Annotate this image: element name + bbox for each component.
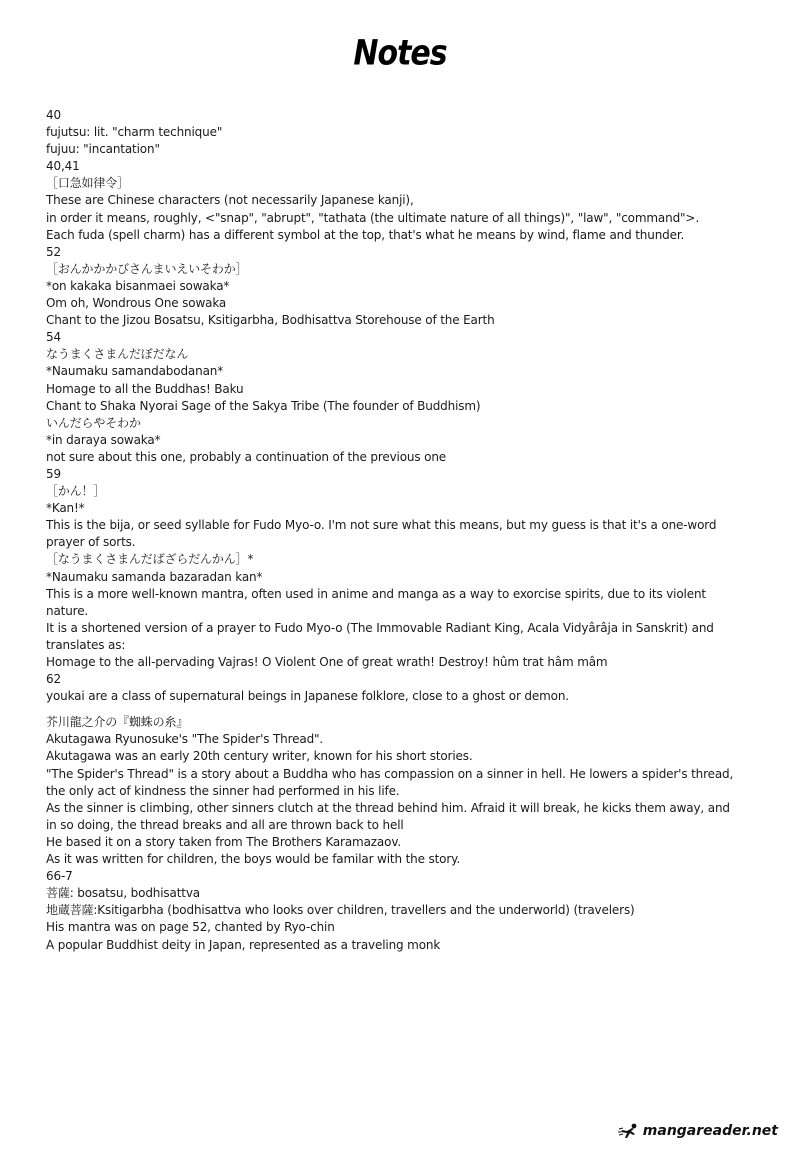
- note-line: 40,41: [46, 159, 80, 174]
- note-line: nature.: [46, 603, 89, 618]
- note-line: This is a more well-known mantra, often used in anime and manga as a way to exorcise spirits, due to its violent: [46, 586, 706, 601]
- note-line: Homage to the all-pervading Vajras! O Violent One of great wrath! Destroy! hûm trat hâm mâm: [46, 655, 608, 669]
- note-line: いんだらやそわか: [46, 415, 141, 430]
- note-line: youkai are a class of supernatural beings in Japanese folklore, close to a ghost or demon.: [46, 689, 569, 704]
- note-line: "The Spider's Thread" is a story about a Buddha who has compassion on a sinner in hell. He lowers a spider's thread,: [46, 766, 734, 781]
- note-line: Each fuda (spell charm) has a different symbol at the top, that's what he means by wind, flame and thunder.: [46, 227, 685, 242]
- note-line: 62: [46, 672, 61, 687]
- note-line: 芥川龍之介の『蜘蛛の糸』: [46, 715, 189, 730]
- note-line: 54: [46, 330, 61, 345]
- note-line: Om oh, Wondrous One sowaka: [46, 296, 227, 311]
- note-line: ［おんかかかびさんまいえいそわか］: [46, 261, 248, 276]
- note-line: fujuu: "incantation": [46, 142, 160, 157]
- notes-body: [46, 107, 734, 954]
- note-line: Chant to Shaka Nyorai Sage of the Sakya Tribe (The founder of Buddhism): [46, 398, 481, 413]
- note-line: translates as:: [46, 637, 126, 652]
- note-line: 66-7: [46, 869, 73, 884]
- note-line: 菩薩: bosatsu, bodhisattva: [46, 886, 200, 901]
- note-line: 52: [46, 244, 61, 259]
- watermark: [618, 1123, 778, 1139]
- note-line: *on kakaka bisanmaei sowaka*: [46, 278, 230, 293]
- note-line: This is the bija, or seed syllable for Fudo Myo-o. I'm not sure what this means, but my guess is that it's a one-word: [46, 518, 717, 533]
- note-line: in so doing, the thread breaks and all are thrown back to hell: [46, 817, 404, 832]
- note-line: the only act of kindness the sinner had performed in his life.: [46, 783, 400, 798]
- running-figure-logo-icon: [618, 1123, 640, 1139]
- note-line: *Kan!*: [46, 501, 85, 516]
- note-line: Akutagawa was an early 20th century writer, known for his short stories.: [46, 749, 473, 764]
- note-line: Homage to all the Buddhas! Baku: [46, 381, 244, 396]
- note-line: As it was written for children, the boys would be familar with the story.: [46, 852, 461, 867]
- note-line: *Naumaku samanda bazaradan kan*: [46, 569, 263, 584]
- note-line: なうまくさまんだぼだなん: [46, 347, 189, 362]
- note-line: 59: [46, 466, 61, 481]
- note-line: fujutsu: lit. "charm technique": [46, 125, 223, 140]
- note-line: prayer of sorts.: [46, 535, 136, 550]
- paragraph-spacer: [46, 705, 726, 714]
- note-line: not sure about this one, probably a continuation of the previous one: [46, 449, 447, 464]
- note-line: ［なうまくさまんだばざらだんかん］*: [46, 552, 254, 567]
- note-line: As the sinner is climbing, other sinners clutch at the thread behind him. Afraid it will break, he kicks them away, and: [46, 800, 730, 815]
- note-line: ［口急如律令］: [46, 176, 129, 191]
- note-line: Akutagawa Ryunosuke's "The Spider's Thread".: [46, 732, 324, 747]
- note-line: in order it means, roughly, <"snap", "abrupt", "tathata (the ultimate nature of all things)", "law", "command">.: [46, 210, 699, 225]
- note-line: *in daraya sowaka*: [46, 432, 161, 447]
- note-line: Chant to the Jizou Bosatsu, Ksitigarbha, Bodhisattva Storehouse of the Earth: [46, 313, 495, 328]
- note-line: His mantra was on page 52, chanted by Ryo-chin: [46, 920, 335, 935]
- note-line: 地蔵菩薩:Ksitigarbha (bodhisattva who looks over children, travellers and the underworld) (travelers): [46, 903, 635, 918]
- note-line: ［かん！］: [46, 484, 106, 499]
- note-line: A popular Buddhist deity in Japan, represented as a traveling monk: [46, 937, 441, 952]
- note-line: 40: [46, 108, 61, 122]
- page-title: Notes: [353, 33, 447, 74]
- note-line: He based it on a story taken from The Brothers Karamazaov.: [46, 834, 402, 849]
- note-line: It is a shortened version of a prayer to Fudo Myo-o (The Immovable Radiant King, Acala Vidyârâja in Sanskrit) and: [46, 620, 714, 635]
- note-line: *Naumaku samandabodanan*: [46, 364, 224, 379]
- note-line: These are Chinese characters (not necessarily Japanese kanji),: [46, 193, 414, 208]
- watermark-text: mangareader.net: [642, 1123, 778, 1139]
